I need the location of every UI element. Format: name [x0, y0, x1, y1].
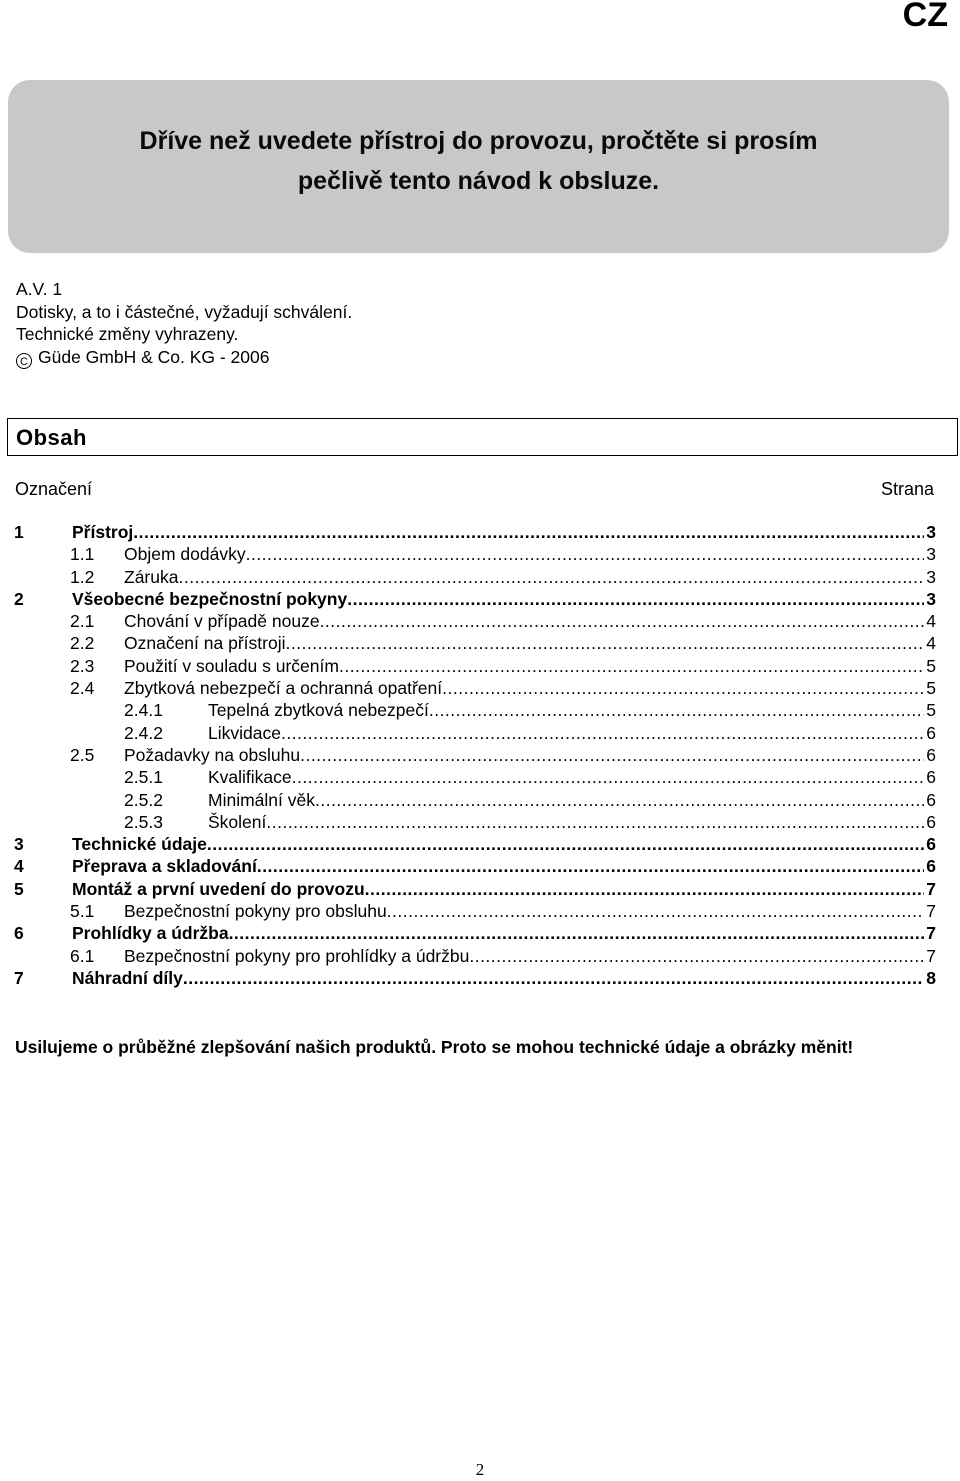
toc-entry[interactable] — [14, 677, 936, 699]
toc-entry[interactable] — [14, 588, 936, 610]
toc-entry-number: 3 — [14, 834, 24, 855]
toc-entry-number: 2.5.2 — [124, 789, 163, 810]
toc-entry[interactable] — [14, 744, 936, 766]
toc-leader-dots — [442, 677, 924, 699]
copyright-icon: C — [16, 353, 32, 369]
toc-entry-number: 2 — [14, 588, 24, 609]
toc-entry[interactable] — [14, 833, 936, 855]
reprint-notice: Dotisky, a to i částečné, vyžadují schválení. — [16, 301, 353, 322]
toc-entry-number: 4 — [14, 856, 24, 877]
product-improvement-note: Usilujeme o průběžné zlepšování našich produktů. Proto se mohou technické údaje a obrázky měnit! — [15, 1037, 854, 1057]
toc-entry-label: Všeobecné bezpečnostní pokyny — [72, 588, 348, 609]
toc-entry-label: Bezpečnostní pokyny pro prohlídky a údržbu — [124, 945, 470, 966]
toc-entry-number: 6 — [14, 923, 24, 944]
toc-entry-label: Přístroj — [72, 522, 134, 542]
toc-entry-page: 6 — [926, 856, 936, 877]
toc-entry-label: Školení — [208, 811, 267, 832]
toc-leader-dots — [178, 566, 924, 588]
warning-line-2: pečlivě tento návod k obsluze. — [297, 166, 660, 195]
toc-leader-dots — [365, 878, 925, 900]
toc-entry-label: Prohlídky a údržba — [72, 923, 229, 944]
toc-entry-label: Montáž a první uvedení do provozu — [72, 878, 365, 899]
toc-entry-number: 2.3 — [70, 655, 95, 676]
toc-entry-page: 6 — [926, 744, 936, 765]
toc-leader-dots — [281, 722, 924, 744]
toc-entry[interactable] — [14, 699, 936, 721]
toc-entry-label: Likvidace — [208, 722, 281, 743]
toc-leader-dots — [339, 655, 924, 677]
toc-list — [14, 521, 936, 989]
toc-entry-number: 2.5 — [70, 744, 95, 765]
toc-entry[interactable] — [14, 855, 936, 877]
toc-entry[interactable] — [14, 655, 936, 677]
toc-entry[interactable] — [14, 922, 936, 944]
toc-entry-number: 2.5.3 — [124, 811, 163, 832]
toc-entry[interactable] — [14, 610, 936, 632]
toc-entry-page: 3 — [926, 588, 936, 609]
toc-entry-page: 7 — [926, 945, 936, 966]
copyright-text: Güde GmbH & Co. KG - 2006 — [38, 346, 270, 367]
toc-entry-page: 4 — [926, 633, 936, 654]
toc-entry[interactable] — [14, 566, 936, 588]
toc-entry-page: 6 — [926, 789, 936, 810]
toc-entry-number: 1 — [14, 522, 24, 542]
toc-entry-page: 3 — [926, 522, 936, 542]
toc-entry-number: 2.4 — [70, 678, 95, 699]
toc-entry-page: 5 — [926, 678, 936, 699]
toc-leader-dots — [300, 744, 924, 766]
toc-entry[interactable] — [14, 543, 936, 565]
toc-entry-number: 2.1 — [70, 611, 95, 632]
toc-entry-number: 2.4.1 — [124, 700, 163, 721]
toc-entry-number: 1.2 — [70, 566, 95, 587]
toc-entry-page: 7 — [926, 901, 936, 922]
toc-entry-label: Chování v případě nouze — [124, 611, 320, 632]
toc-entry[interactable] — [14, 722, 936, 744]
toc-entry-label: Tepelná zbytková nebezpečí — [208, 700, 429, 721]
toc-entry-page: 8 — [926, 967, 936, 988]
toc-entry-label: Bezpečnostní pokyny pro obsluhu — [124, 901, 387, 922]
toc-entry-label: Zbytková nebezpečí a ochranná opatření — [124, 678, 443, 699]
toc-entry-label: Požadavky na obsluhu — [124, 744, 301, 765]
changes-notice: Technické změny vyhrazeny. — [16, 324, 239, 344]
toc-entry-page: 5 — [926, 700, 936, 721]
toc-entry-page: 3 — [926, 566, 936, 587]
toc-entry-label: Přeprava a skladování — [72, 856, 257, 877]
toc-entry-page: 7 — [926, 878, 936, 899]
toc-entry-label: Technické údaje — [72, 834, 207, 855]
toc-leader-dots — [315, 789, 924, 811]
toc-entry[interactable] — [14, 878, 936, 900]
page-number: 2 — [475, 1460, 485, 1479]
toc-entry[interactable] — [14, 945, 936, 967]
version-label: A.V. 1 — [16, 279, 63, 299]
toc-entry-label: Použití v souladu s určením — [124, 655, 339, 676]
toc-entry-page: 6 — [926, 811, 936, 832]
toc-leader-dots — [246, 543, 925, 565]
toc-entry-page: 5 — [926, 655, 936, 676]
toc-entry[interactable] — [14, 632, 936, 654]
toc-leader-dots — [320, 610, 925, 632]
toc-leader-dots — [229, 922, 925, 944]
toc-entry-number: 2.5.1 — [124, 767, 163, 788]
language-code: CZ — [902, 0, 948, 34]
toc-entry-label: Minimální věk — [208, 789, 315, 810]
toc-leader-dots — [292, 766, 925, 788]
toc-entry-label: Označení na přístroji — [124, 633, 286, 654]
toc-leader-dots — [429, 699, 924, 721]
warning-line-1: Dříve než uvedete přístroj do provozu, pročtěte si prosím — [139, 126, 818, 155]
toc-entry-label: Kvalifikace — [208, 767, 292, 788]
toc-entry[interactable] — [14, 900, 936, 922]
toc-column-label-page: Strana — [880, 479, 934, 499]
toc-entry-number: 7 — [14, 967, 24, 988]
document-meta — [16, 278, 352, 369]
toc-entry-page: 4 — [926, 611, 936, 632]
toc-leader-dots — [183, 967, 924, 989]
toc-leader-dots — [266, 811, 924, 833]
toc-entry-label: Záruka — [124, 566, 179, 587]
toc-entry-page: 3 — [926, 544, 936, 565]
toc-entry-number: 6.1 — [70, 945, 95, 966]
toc-entry-number: 5.1 — [70, 901, 95, 922]
toc-leader-dots — [469, 945, 924, 967]
toc-leader-dots — [133, 521, 924, 543]
toc-entry-number: 2.4.2 — [124, 722, 163, 743]
toc-header-box — [7, 418, 958, 456]
toc-entry-label: Objem dodávky — [124, 544, 246, 565]
toc-entry-page: 7 — [926, 923, 936, 944]
toc-entry[interactable] — [14, 811, 936, 833]
toc-entry-number: 5 — [14, 878, 24, 899]
toc-entry[interactable] — [14, 789, 936, 811]
toc-entry[interactable] — [14, 967, 936, 989]
toc-entry[interactable] — [14, 766, 936, 788]
toc-title: Obsah — [16, 425, 87, 450]
read-manual-warning-box — [8, 80, 949, 253]
toc-leader-dots — [207, 833, 924, 855]
toc-leader-dots — [347, 588, 924, 610]
toc-column-label-designation: Označení — [15, 479, 93, 499]
toc-entry-number: 2.2 — [70, 633, 95, 654]
toc-entry[interactable] — [14, 521, 936, 543]
toc-leader-dots — [285, 632, 924, 654]
toc-entry-page: 6 — [926, 834, 936, 855]
copyright-line — [16, 346, 352, 369]
warning-text — [140, 121, 818, 201]
toc-entry-page: 6 — [926, 767, 936, 788]
toc-entry-page: 6 — [926, 722, 936, 743]
toc-entry-label: Náhradní díly — [72, 967, 183, 988]
toc-leader-dots — [387, 900, 925, 922]
toc-entry-number: 1.1 — [70, 544, 95, 565]
toc-leader-dots — [257, 855, 924, 877]
